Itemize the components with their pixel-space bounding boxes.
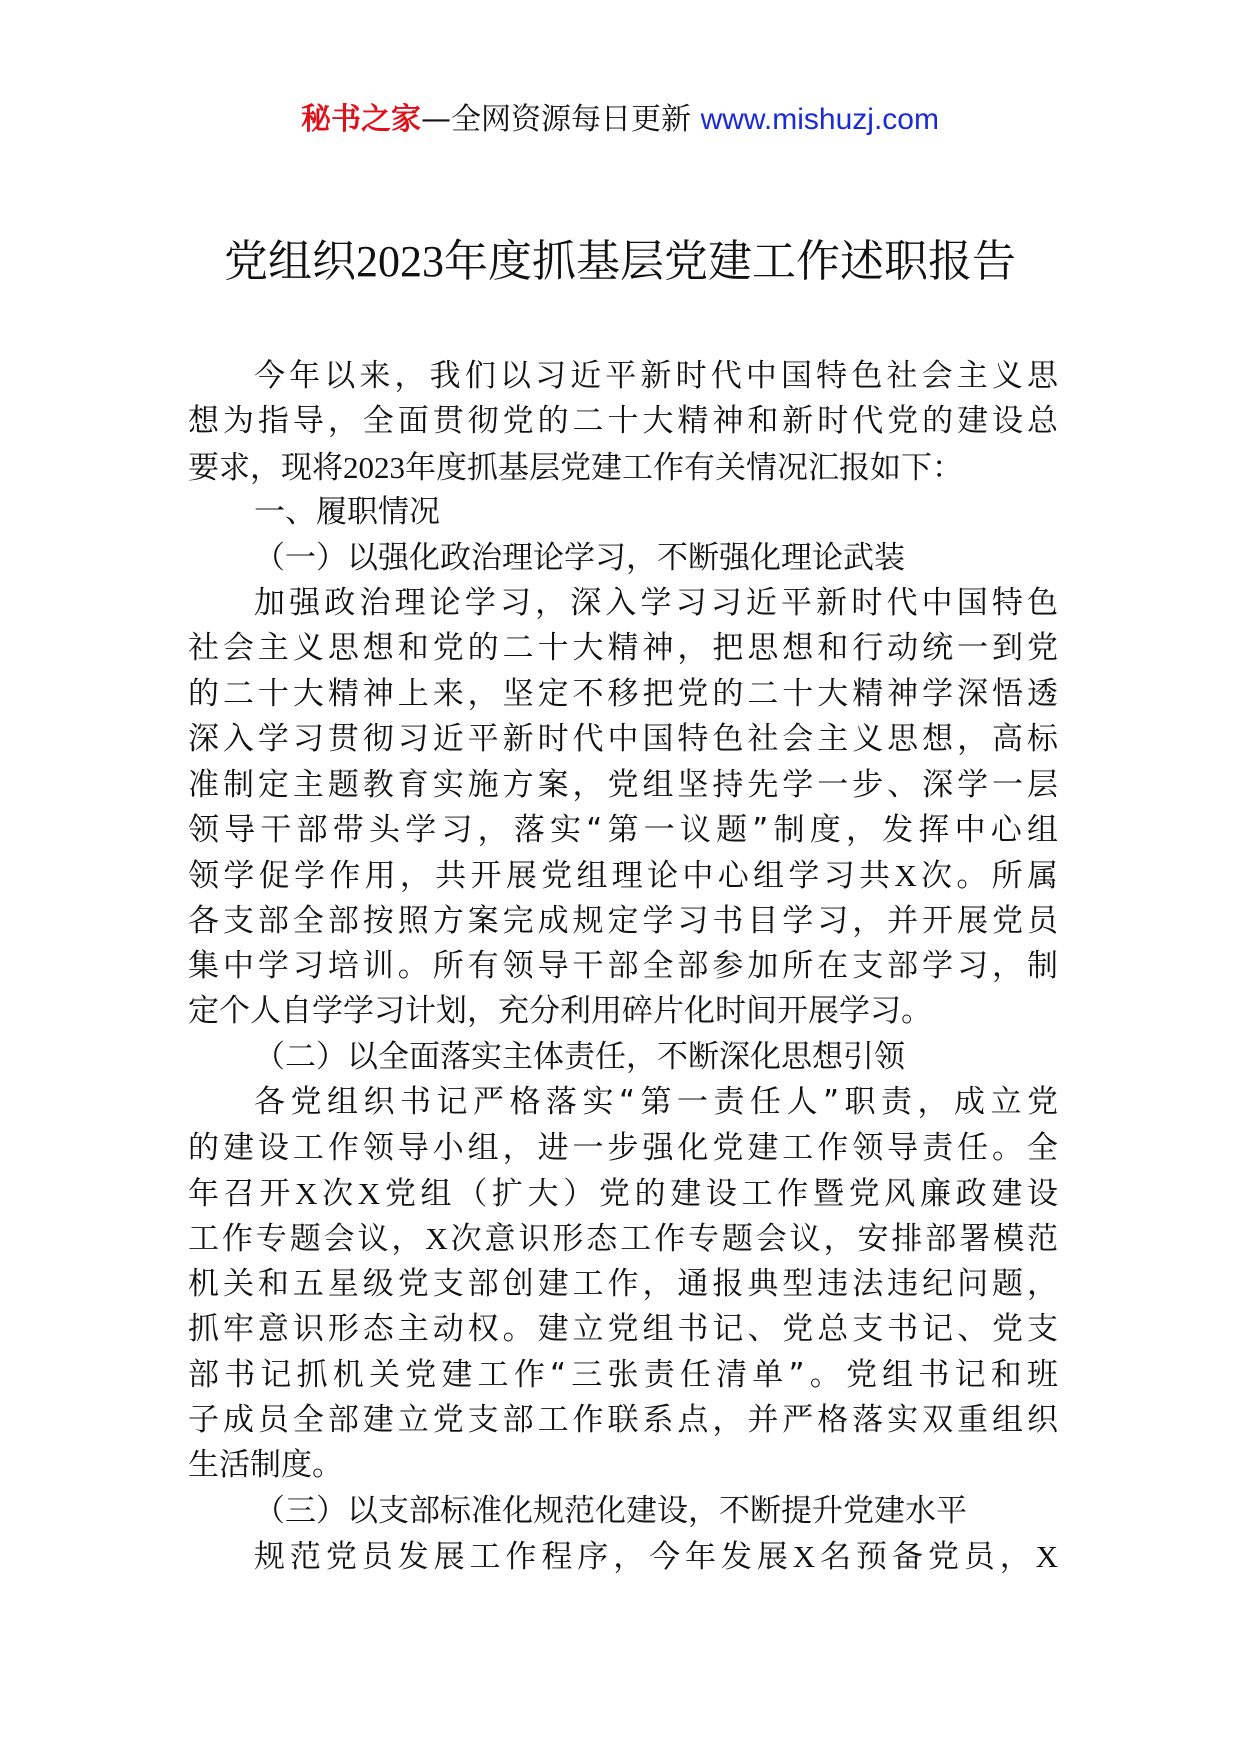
text-line: 要求，现将2023年度抓基层党建工作有关情况汇报如下： [188,449,963,486]
text-line: 规范党员发展工作程序，今年发展X名预备党员，X [254,1539,1059,1576]
text-line: 生活制度。 [188,1447,343,1484]
site-header [0,100,1240,140]
text-line: 部书记抓机关党建工作“三张责任清单”。党组书记和班 [188,1356,1058,1393]
text-line: 集中学习培训。所有领导干部全部参加所在支部学习，制 [188,948,1058,985]
text-line: 各支部全部按照方案完成规定学习书目学习，并开展党员 [188,902,1058,939]
text-line: 社会主义思想和党的二十大精神，把思想和行动统一到党 [188,630,1058,667]
text-line: 领导干部带头学习，落实“第一议题”制度，发挥中心组 [188,811,1058,848]
text-line: 加强政治理论学习，深入学习习近平新时代中国特色 [254,584,1058,621]
text-line: 一、履职情况 [254,494,440,531]
text-line: 抓牢意识形态主动权。建立党组书记、党总支书记、党支 [188,1311,1058,1348]
text-line: 的建设工作领导小组，进一步强化党建工作领导责任。全 [188,1129,1058,1166]
text-line: 年召开X次X党组（扩大）党的建设工作暨党风廉政建设 [188,1176,1059,1213]
text-line: 子成员全部建立党支部工作联系点，并严格落实双重组织 [188,1401,1058,1438]
text-line: 准制定主题教育实施方案，党组坚持先学一步、深学一层 [188,766,1058,803]
site-url-link[interactable]: www.mishuzj.com [700,103,939,136]
text-line: （三）以支部标准化规范化建设，不断提升党建水平 [254,1492,967,1529]
text-line: 的二十大精神上来，坚定不移把党的二十大精神学深悟透 [188,675,1058,712]
site-brand: 秘书之家 [301,102,422,137]
text-line: 定个人自学学习计划，充分利用碎片化时间开展学习。 [188,993,932,1030]
text-line: （二）以全面落实主体责任，不断深化思想引领 [254,1038,905,1075]
text-line: 各党组织书记严格落实“第一责任人”职责，成立党 [254,1084,1058,1121]
text-line: 领学促学作用，共开展党组理论中心组学习共X次。所属 [188,858,1059,895]
text-line: 机关和五星级党支部创建工作，通报典型违法违纪问题， [188,1265,1058,1302]
document-body [188,354,1058,1580]
text-line: （一）以强化政治理论学习，不断强化理论武装 [254,539,905,576]
document-title: 党组织2023年度抓基层党建工作述职报告 [224,236,1016,287]
text-line: 深入学习贯彻习近平新时代中国特色社会主义思想，高标 [188,721,1058,758]
text-line: 想为指导，全面贯彻党的二十大精神和新时代党的建设总 [188,403,1058,440]
text-line: 工作专题会议，X次意识形态工作专题会议，安排部署模范 [188,1221,1059,1258]
site-slogan: —全网资源每日更新 [421,102,701,137]
text-line: 今年以来，我们以习近平新时代中国特色社会主义思 [254,358,1058,394]
